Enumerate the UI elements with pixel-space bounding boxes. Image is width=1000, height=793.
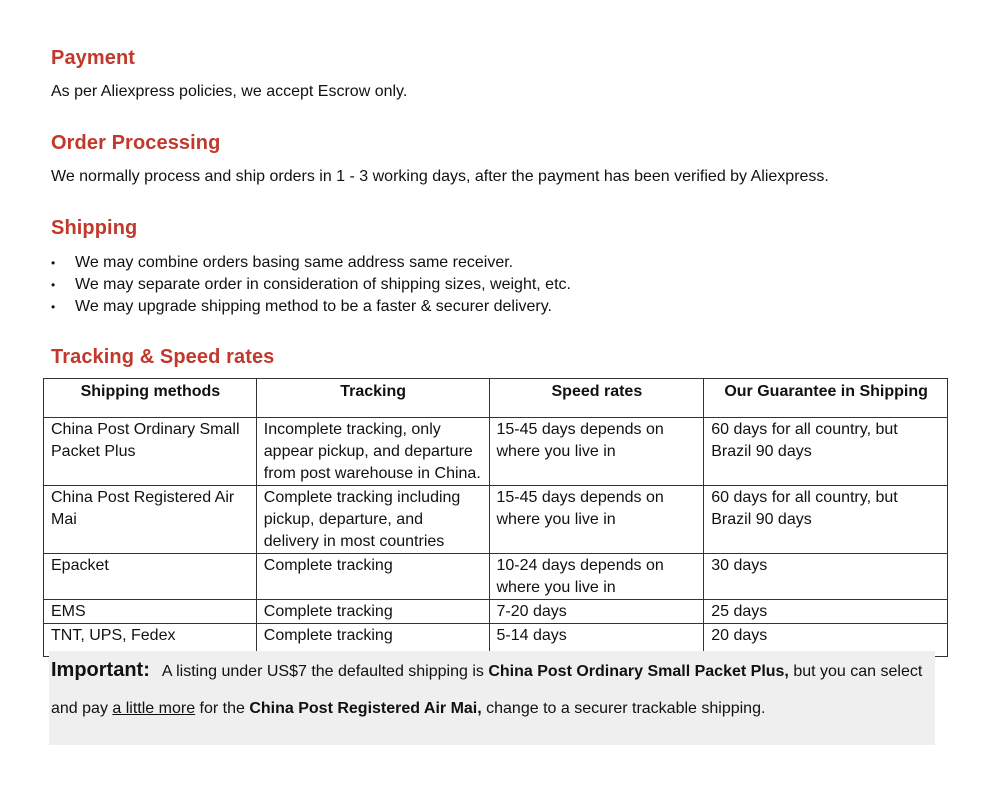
column-header-tracking: Tracking (256, 379, 489, 418)
table-cell: TNT, UPS, Fedex (44, 624, 257, 657)
table-cell: 60 days for all country, but Brazil 90 days (704, 418, 948, 486)
shipping-bullet: • We may combine orders basing same address same receiver. (51, 252, 571, 274)
table-cell: 7-20 days (489, 600, 704, 624)
column-header-speed-rates: Speed rates (489, 379, 704, 418)
table-row (44, 600, 948, 624)
table-cell: Complete tracking including pickup, departure, and delivery in most countries (256, 486, 489, 554)
table-cell: Epacket (44, 554, 257, 600)
table-cell: China Post Registered Air Mai (44, 486, 257, 554)
table-cell: 60 days for all country, but Brazil 90 days (704, 486, 948, 554)
table-cell: Complete tracking (256, 624, 489, 657)
payment-heading: Payment (51, 47, 136, 69)
tracking-heading: Tracking & Speed rates (51, 346, 275, 368)
order-processing-text: We normally process and ship orders in 1 - 3 working days, after the payment has been verified by Aliexpress. (51, 168, 829, 185)
important-bold-text: China Post Registered Air Mai, (249, 700, 482, 717)
important-underline-text: a little more (112, 700, 196, 717)
important-text: and pay (51, 700, 113, 717)
table-cell: Complete tracking (256, 600, 489, 624)
column-header-shipping-methods: Shipping methods (44, 379, 257, 418)
table-cell: 10-24 days depends on where you live in (489, 554, 704, 600)
shipping-bullet: • We may upgrade shipping method to be a faster & securer delivery. (51, 296, 571, 318)
table-cell: EMS (44, 600, 257, 624)
table-header-row (44, 379, 948, 418)
shipping-bullet: • We may separate order in consideration of shipping sizes, weight, etc. (51, 274, 571, 296)
important-label: Important: (51, 659, 150, 681)
table-cell: 15-45 days depends on where you live in (489, 486, 704, 554)
table-cell: Complete tracking (256, 554, 489, 600)
column-header-guarantee: Our Guarantee in Shipping (704, 379, 948, 418)
important-text: for the (195, 700, 250, 717)
important-line-2 (51, 698, 765, 720)
table-row (44, 418, 948, 486)
important-bold-text: China Post Ordinary Small Packet Plus, (488, 663, 789, 680)
table-cell: 5-14 days (489, 624, 704, 657)
important-text: but you can select (788, 663, 923, 680)
shipping-bullet-list (51, 252, 571, 318)
table-row (44, 486, 948, 554)
important-text: A listing under US$7 the defaulted shipping is (161, 663, 489, 680)
table-cell: 20 days (704, 624, 948, 657)
order-processing-heading: Order Processing (51, 132, 221, 154)
table-cell: 25 days (704, 600, 948, 624)
important-text: change to a securer trackable shipping. (481, 700, 766, 717)
important-line-1 (51, 659, 922, 683)
shipping-heading: Shipping (51, 217, 138, 239)
shipping-rates-table (43, 378, 948, 657)
payment-text: As per Aliexpress policies, we accept Escrow only. (51, 83, 408, 100)
table-cell: Incomplete tracking, only appear pickup, and departure from post warehouse in China. (256, 418, 489, 486)
table-cell: China Post Ordinary Small Packet Plus (44, 418, 257, 486)
table-cell: 30 days (704, 554, 948, 600)
important-notice-box (49, 651, 935, 745)
table-row (44, 554, 948, 600)
table-cell: 15-45 days depends on where you live in (489, 418, 704, 486)
